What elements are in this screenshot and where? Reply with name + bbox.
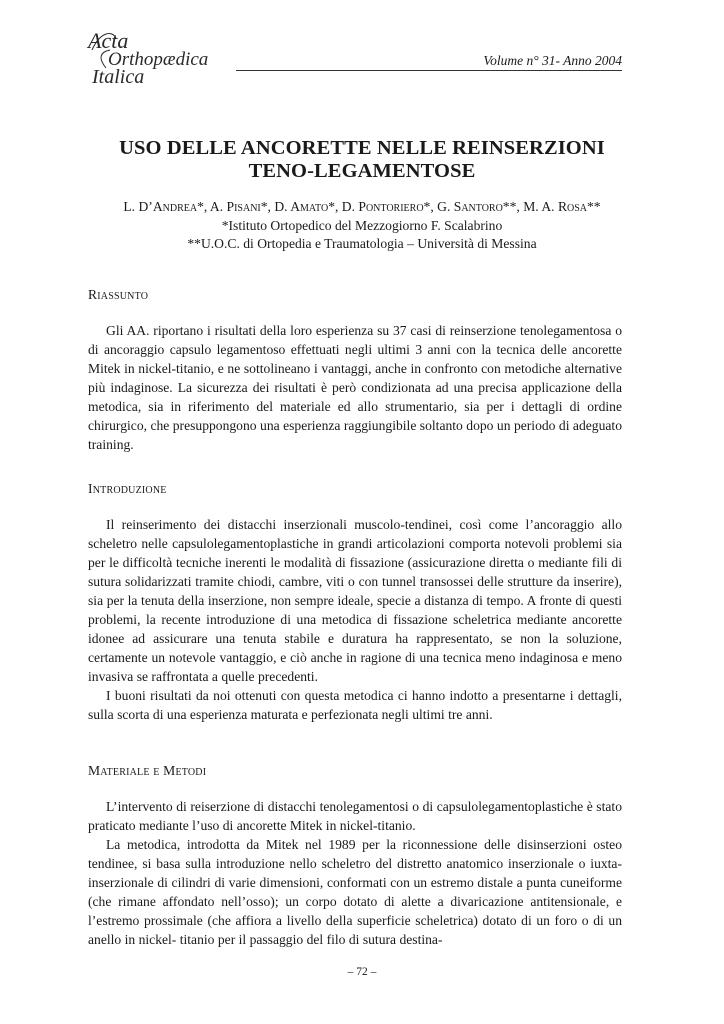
- paragraph: Gli AA. riportano i risultati della loro esperienza su 37 casi di reinserzione tenolegamentosa o di ancoraggio capsulo legamentoso effettuati negli ultimi 3 anni con la tecnica delle ancorette Mitek in nickel-titanio, e ne sottolineano i vantaggi, anche in confronto con metodiche alternative più indaginose. La sicurezza dei risultati è però condizionata ad una precisa applicazione della metodica, sia in riferimento del materiale ed allo strumentario, sia per i dettagli di ordine chirurgico, che presuppongono una esperienza raggiungibile soltanto dopo un periodo di adeguato training.: [88, 323, 622, 452]
- author-list: L. D’Andrea*, A. Pisani*, D. Amato*, D. Pontoriero*, G. Santoro**, M. A. Rosa**: [123, 199, 601, 214]
- title-line-2: TENO-LEGAMENTOSE: [248, 160, 476, 182]
- section-body-riassunto: [88, 321, 622, 454]
- page-number: – 72 –: [347, 966, 377, 978]
- section-body-materiale: [88, 797, 622, 949]
- journal-logo: [86, 28, 236, 86]
- volume-info: Volume n° 31- Anno 2004: [483, 53, 622, 68]
- title-line-1: USO DELLE ANCORETTE NELLE REINSERZIONI: [119, 137, 605, 159]
- paragraph: L’intervento di reiserzione di distacchi tenolegamentosi o di capsulolegamentoplastiche è stato praticato mediante l’uso di ancorette Mitek in nickel-titanio.: [88, 799, 622, 833]
- section-heading-introduzione: Introduzione: [88, 481, 167, 496]
- paragraph: Il reinserimento dei distacchi inserzionali muscolo-tendinei, così come l’ancoraggio allo scheletro nelle capsulolegamentoplastiche in grandi articolazioni comporta notevoli problemi sia per le difficoltà tecniche inerenti le modalità di fissazione (assicurazione diretta o mediante fili di sutura solidarizzati tramite chiodi, cambre, viti o con tunnel transossei delle strutture da inserire), sia per la tenuta della inserzione, non sempre ideale, specie a distanza di tempo. A fronte di questi problemi, la recente introduzione di una metodica di fissazione scheletrica mediante ancorette idonee ad assicurare una tenuta stabile e duratura ha rappresentato, se non la soluzione, certamente un notevole vantaggio, e ciò anche in ragione di una tecnica meno indaginosa e meno invasiva se raffrontata a quelle precedenti.: [88, 517, 622, 684]
- affiliation-1: *Istituto Ortopedico del Mezzogiorno F. Scalabrino: [221, 218, 503, 233]
- article-title: [60, 137, 664, 183]
- header-rule: [236, 70, 622, 71]
- logo-text-1: Acta: [88, 28, 129, 53]
- affiliation-2: **U.O.C. di Ortopedia e Traumatologia – Università di Messina: [187, 236, 537, 251]
- paragraph: I buoni risultati da noi ottenuti con questa metodica ci hanno indotto a presentarne i dettagli, sulla scorta di una esperienza maturata e perfezionata negli ultimi tre anni.: [88, 688, 622, 722]
- section-heading-riassunto: Riassunto: [88, 287, 149, 302]
- logo-text-2: Orthopædica: [108, 49, 209, 70]
- paragraph: La metodica, introdotta da Mitek nel 1989 per la riconnessione delle disinserzioni osteo tendinee, si basa sulla introduzione nello scheletro del distretto anatomico inserzionale o iuxta-inserzionale di cilindri di varie dimensioni, conformati con un estremo distale a punta cuneiforme (che rimane affondato nell’osso); un corpo dotato di alette a divaricazione antitensionale, e l’estremo prossimale (che affiora a livello della superficie scheletrica) dotato di un foro o di un anello in nickel- titanio per il passaggio del filo di sutura destina-: [88, 837, 622, 947]
- section-heading-materiale: Materiale e Metodi: [88, 763, 207, 778]
- section-body-introduzione: [88, 515, 622, 724]
- logo-text-3: Italica: [92, 66, 145, 86]
